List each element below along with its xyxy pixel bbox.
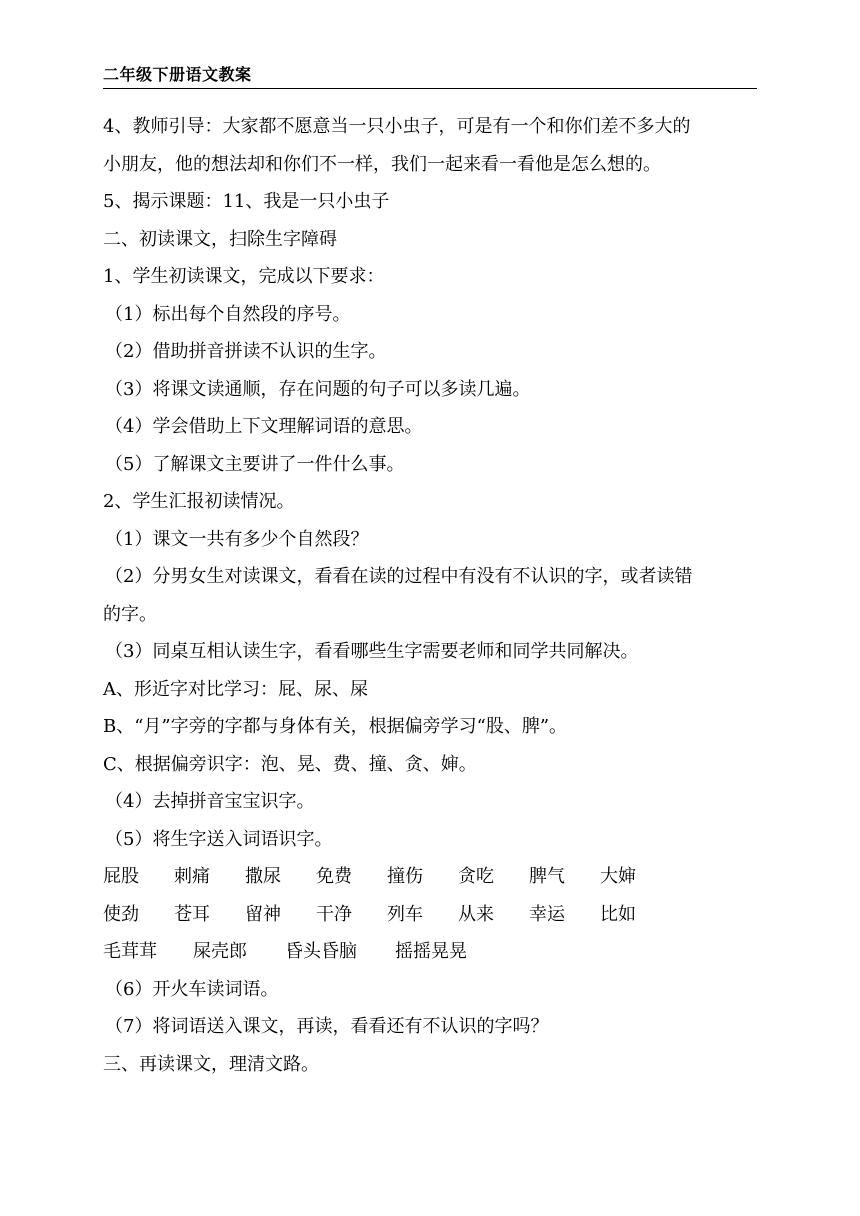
vocab-word: 大婶 — [600, 866, 636, 887]
text-line: （2）借助拼音拼读不认识的生字。 — [105, 341, 387, 362]
word-row — [103, 858, 763, 896]
vocab-word: 摇摇晃晃 — [395, 941, 467, 962]
text-line: 5、揭示课题：11、我是一只小虫子 — [103, 191, 390, 212]
vocab-word: 苍耳 — [174, 903, 210, 925]
vocab-word: 留神 — [245, 903, 281, 925]
text-line: （2）分男女生对读课文，看看在读的过程中有没有不认识的字，或者读错 — [105, 566, 693, 587]
text-line: （4）去掉拼音宝宝识字。 — [105, 791, 315, 812]
word-row — [103, 933, 763, 971]
text-line: （1）标出每个自然段的序号。 — [105, 303, 351, 325]
vocab-word: 撞伤 — [387, 866, 423, 887]
text-line: （5）了解课文主要讲了一件什么事。 — [105, 453, 405, 475]
vocab-word: 幸运 — [529, 903, 565, 925]
vocab-word: 免费 — [316, 866, 352, 887]
text-line: 的字。 — [103, 603, 157, 625]
vocab-word: 毛茸茸 — [103, 941, 157, 962]
vocab-word: 昏头昏脑 — [285, 941, 357, 962]
text-line: （1）课文一共有多少个自然段？ — [105, 528, 369, 550]
vocab-word: 列车 — [387, 903, 423, 925]
text-line: （4）学会借助上下文理解词语的意思。 — [105, 416, 423, 437]
page-header — [103, 60, 757, 89]
text-line: 1、学生初读课文，完成以下要求： — [103, 266, 385, 287]
vocab-word: 干净 — [316, 903, 352, 925]
text-line: （3）同桌互相认读生字，看看哪些生字需要老师和同学共同解决。 — [105, 641, 639, 662]
header-title: 二年级下册语文教案 — [103, 65, 252, 84]
vocab-word: 撒尿 — [245, 866, 281, 887]
vocab-word: 屁股 — [103, 866, 139, 887]
text-line: （7）将词语送入课文，再读，看看还有不认识的字吗？ — [105, 1016, 549, 1037]
lesson-plan-body — [103, 108, 763, 1083]
text-line: （3）将课文读通顺，存在问题的句子可以多读几遍。 — [105, 378, 531, 400]
vocab-word: 脾气 — [529, 866, 565, 887]
section-heading: 三、再读课文，理清文路。 — [103, 1053, 319, 1075]
vocab-word: 刺痛 — [174, 866, 210, 887]
text-line: （5）将生字送入词语识字。 — [105, 828, 333, 850]
section-heading: 二、初读课文，扫除生字障碍 — [103, 228, 337, 250]
vocab-word: 贪吃 — [458, 866, 494, 887]
word-row — [103, 896, 763, 934]
text-line: C、根据偏旁识字：泡、晃、费、撞、贪、婶。 — [103, 753, 477, 775]
vocab-word: 从来 — [458, 903, 494, 925]
text-line: （6）开火车读词语。 — [105, 978, 279, 1000]
text-line: 小朋友，他的想法却和你们不一样，我们一起来看一看他是怎么想的。 — [103, 153, 661, 175]
text-line: A、形近字对比学习：屁、尿、屎 — [103, 678, 368, 700]
text-line: 2、学生汇报初读情况。 — [103, 491, 295, 512]
text-line: B、“月”字旁的字都与身体有关，根据偏旁学习“股、脾”。 — [103, 716, 568, 737]
vocab-word: 使劲 — [103, 903, 139, 925]
vocab-word: 比如 — [600, 903, 636, 925]
vocab-word: 屎壳郎 — [193, 941, 247, 962]
text-line: 4、教师引导：大家都不愿意当一只小虫子，可是有一个和你们差不多大的 — [103, 116, 691, 137]
